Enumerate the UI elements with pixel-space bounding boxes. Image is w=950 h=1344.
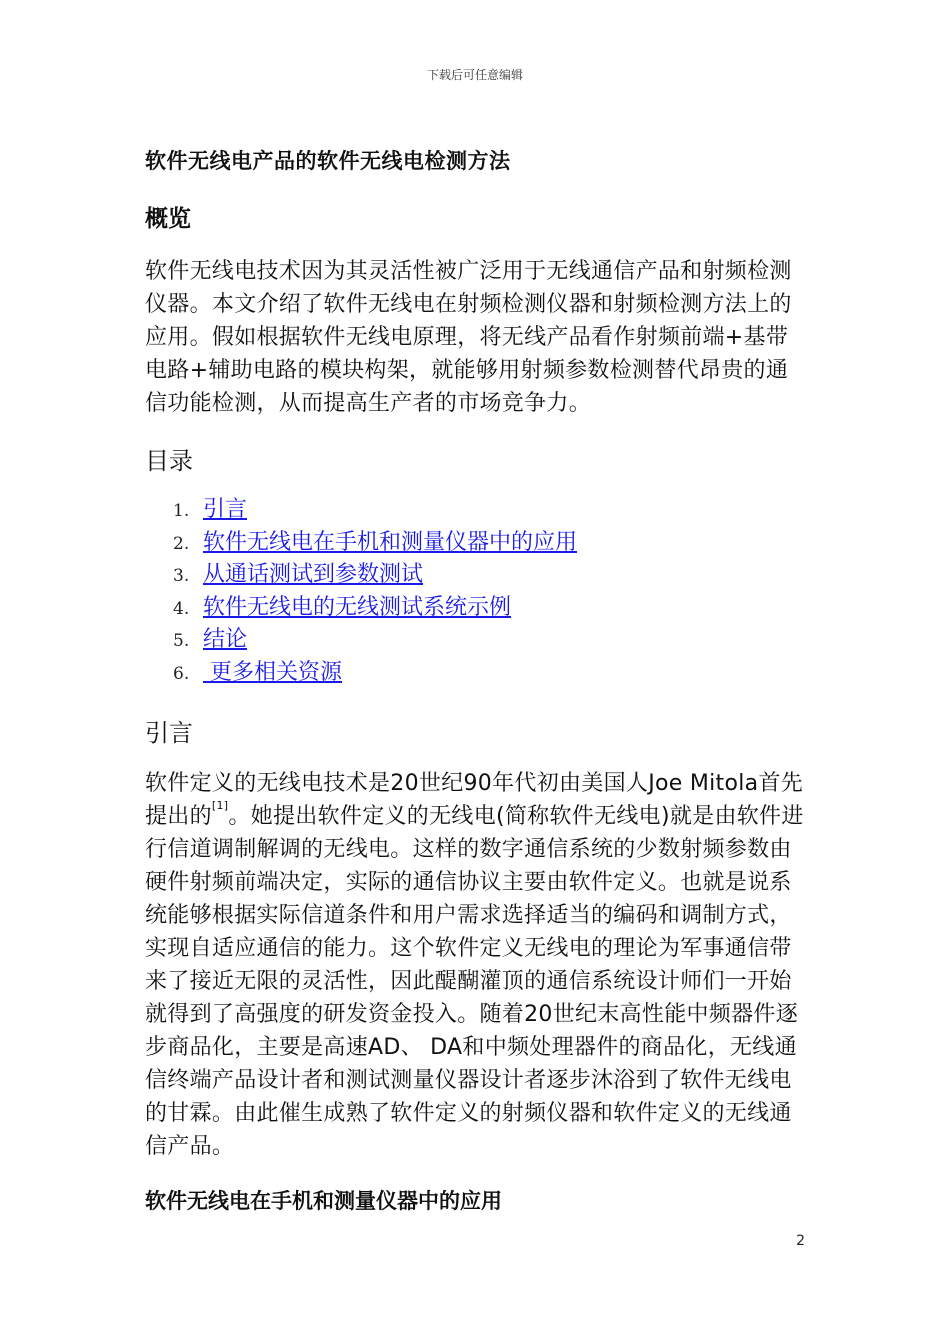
toc-link-applications[interactable]: 软件无线电在手机和测量仪器中的应用	[203, 529, 578, 555]
intro-heading: 引言	[145, 719, 193, 747]
document-title: 软件无线电产品的软件无线电检测方法	[145, 149, 511, 173]
toc-link-test-system-example[interactable]: 软件无线电的无线测试系统示例	[203, 594, 512, 620]
toc-item	[173, 592, 577, 625]
toc-item-number: 1.	[173, 501, 190, 521]
toc-item	[173, 657, 577, 690]
toc-item	[173, 527, 577, 560]
table-of-contents	[173, 494, 577, 689]
toc-link-conclusion[interactable]: 结论	[203, 627, 248, 652]
overview-paragraph: 软件无线电技术因为其灵活性被广泛用于无线通信产品和射频检测仪器。本文介绍了软件无线电在射频检测仪器和射频检测方法上的应用。假如根据软件无线电原理，将无线产品看作射频前端+基带电路+辅助电路的模块构架，就能够用射频参数检测替代昂贵的通信功能检测，从而提高生产者的市场竞争力。	[145, 259, 792, 416]
citation-ref: [1]	[211, 799, 229, 812]
toc-item	[173, 559, 577, 592]
toc-heading: 目录	[145, 447, 193, 475]
overview-heading: 概览	[145, 206, 191, 232]
toc-item	[173, 494, 577, 527]
page-number: 2	[796, 1233, 805, 1249]
header-note: 下载后可任意编辑	[426, 68, 523, 82]
section-heading-applications: 软件无线电在手机和测量仪器中的应用	[145, 1189, 502, 1213]
toc-item-number: 5.	[173, 631, 190, 651]
toc-item-number: 6.	[173, 663, 190, 684]
intro-text-start: 软件定义的无线电技术是20世纪90年代初由美国人Joe Mitola首先提出的	[145, 771, 804, 829]
toc-link-parameter-testing[interactable]: 从通话测试到参数测试	[203, 562, 424, 587]
intro-paragraph	[145, 767, 805, 1163]
toc-link-more-resources[interactable]: 更多相关资源	[203, 659, 342, 685]
intro-text-rest: 。她提出软件定义的无线电(简称软件无线电)就是由软件进行信道调制解调的无线电。这样的数字通信系统的少数射频参数由硬件射频前端决定，实际的通信协议主要由软件定义。也就是说系统能够根据实际信道条件和用户需求选择适当的编码和调制方式，实现自适应通信的能力。这个软件定义无线电的理论为军事通信带来了接近无限的灵活性，因此醍醐灌顶的通信系统设计师们一开始就得到了高强度的研发资金投入。随着20世纪末高性能中频器件逐步商品化，主要是高速AD、 DA和中频处理器件的商品化，无线通信终端产品设计者和测试测量仪器设计者逐步沐浴到了软件无线电的甘霖。由此催生成熟了软件定义的射频仪器和软件定义的无线通信产品。	[145, 804, 804, 1159]
toc-item-number: 4.	[173, 598, 190, 619]
toc-item-number: 2.	[173, 533, 190, 554]
toc-link-introduction[interactable]: 引言	[203, 497, 248, 522]
toc-item	[173, 624, 577, 657]
toc-item-number: 3.	[173, 566, 190, 586]
